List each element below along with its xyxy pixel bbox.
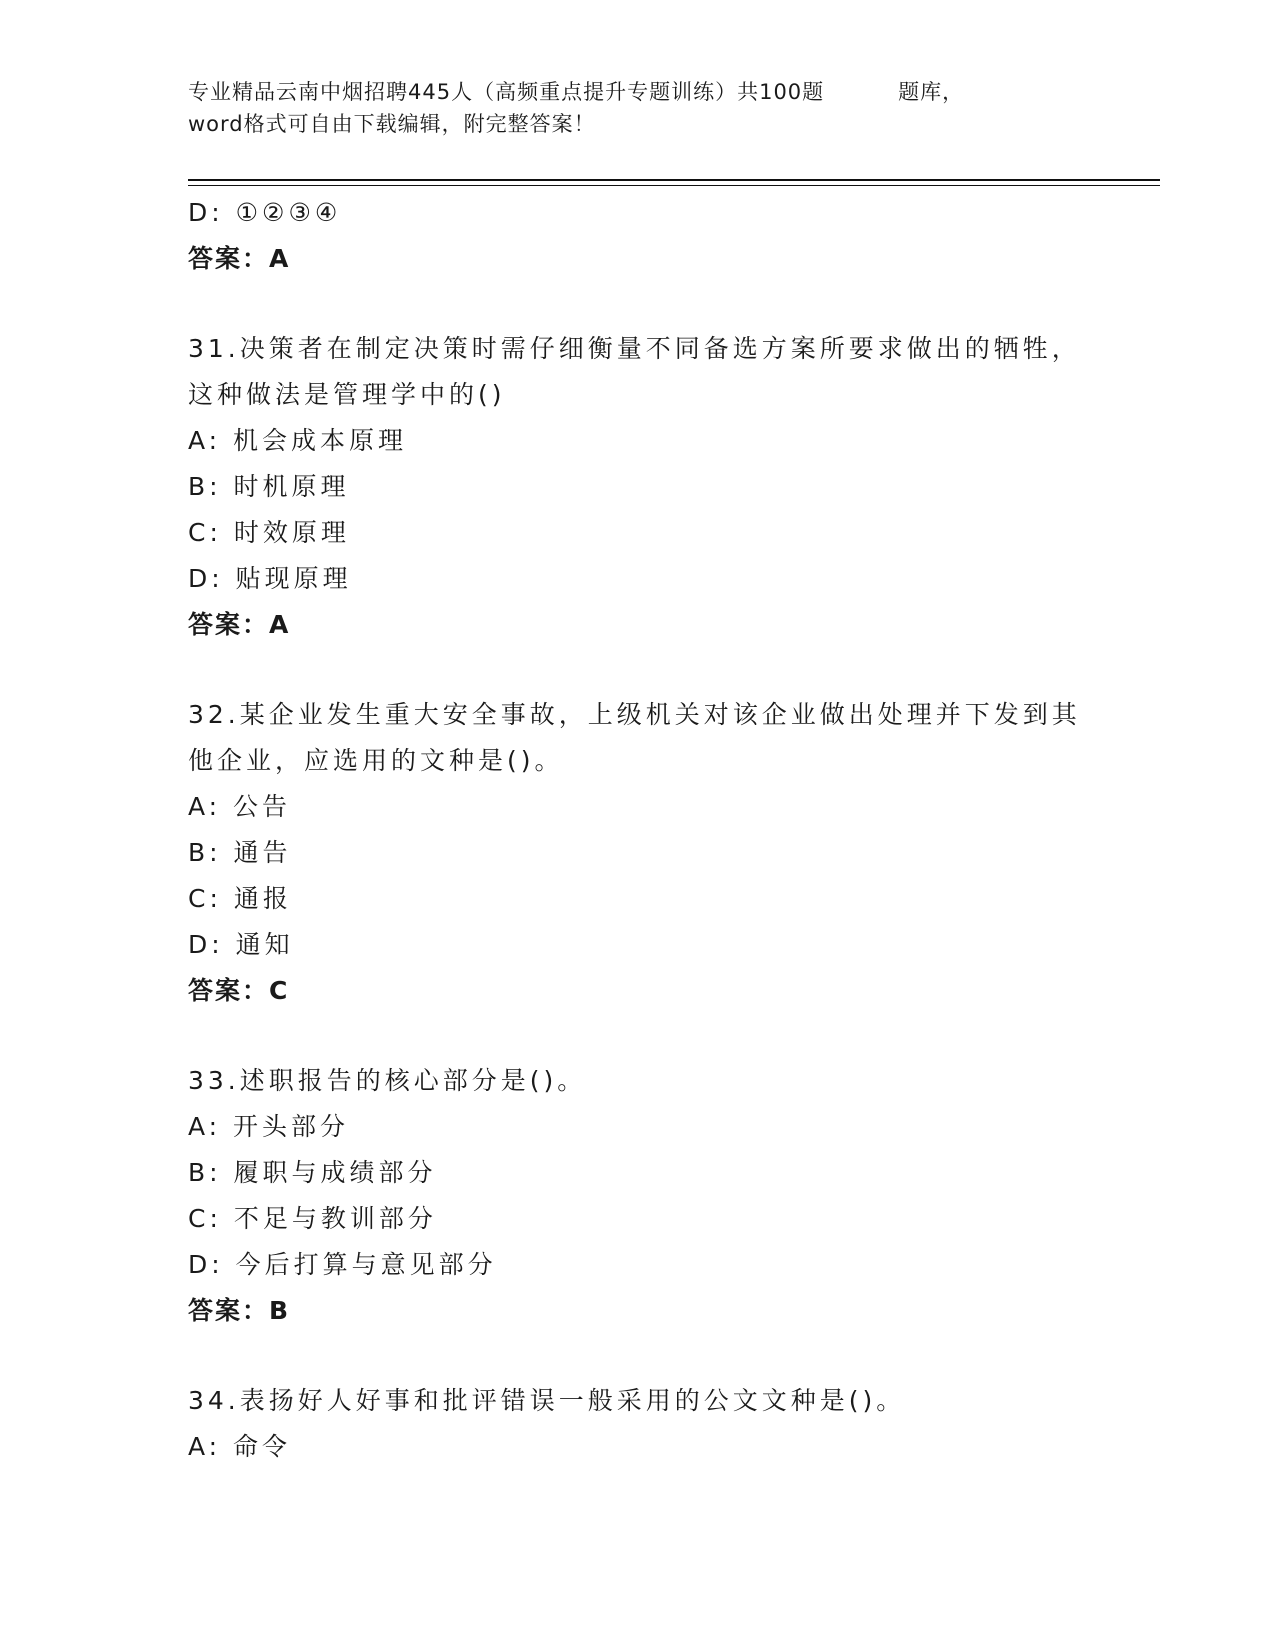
question-32 bbox=[188, 692, 1088, 1014]
question-stem: 31.决策者在制定决策时需仔细衡量不同备选方案所要求做出的牺牲， bbox=[188, 334, 1081, 363]
question-stem: 这种做法是管理学中的() bbox=[188, 380, 506, 409]
option-d: D: 今后打算与意见部分 bbox=[188, 1250, 497, 1279]
question-34 bbox=[188, 1378, 1088, 1470]
prev-answer: 答案：A bbox=[188, 244, 291, 273]
answer: 答案：B bbox=[188, 1296, 291, 1325]
page-header bbox=[188, 76, 1068, 140]
question-stem: 34.表扬好人好事和批评错误一般采用的公文文种是()。 bbox=[188, 1386, 906, 1415]
answer: 答案：A bbox=[188, 610, 291, 639]
option-c: C: 通报 bbox=[188, 884, 292, 913]
option-d: D: 贴现原理 bbox=[188, 564, 352, 593]
question-31 bbox=[188, 326, 1088, 648]
option-a: A: 公告 bbox=[188, 792, 292, 821]
header-rule-thin bbox=[188, 185, 1160, 186]
question-list bbox=[188, 190, 1088, 1470]
question-33 bbox=[188, 1058, 1088, 1334]
question-stem: 33.述职报告的核心部分是()。 bbox=[188, 1066, 587, 1095]
header-title: 专业精品云南中烟招聘445人（高频重点提升专题训练）共100题 bbox=[188, 80, 825, 104]
option-d: D: 通知 bbox=[188, 930, 294, 959]
option-b: B: 时机原理 bbox=[188, 472, 350, 501]
option-a: A: 开头部分 bbox=[188, 1112, 350, 1141]
header-line-2: word格式可自由下载编辑，附完整答案！ bbox=[188, 112, 596, 136]
header-rule-thick bbox=[188, 179, 1160, 181]
option-a: A: 命令 bbox=[188, 1432, 292, 1461]
answer: 答案：C bbox=[188, 976, 290, 1005]
option-a: A: 机会成本原理 bbox=[188, 426, 408, 455]
question-stem: 他企业，应选用的文种是()。 bbox=[188, 746, 564, 775]
header-line-1 bbox=[188, 76, 1068, 108]
option-c: C: 时效原理 bbox=[188, 518, 350, 547]
option-c: C: 不足与教训部分 bbox=[188, 1204, 437, 1233]
header-title-suffix: 题库， bbox=[898, 80, 965, 104]
option-b: B: 通告 bbox=[188, 838, 292, 867]
option-b: B: 履职与成绩部分 bbox=[188, 1158, 437, 1187]
question-stem: 32.某企业发生重大安全事故，上级机关对该企业做出处理并下发到其 bbox=[188, 700, 1081, 729]
prev-option-d: D: ①②③④ bbox=[188, 198, 342, 227]
